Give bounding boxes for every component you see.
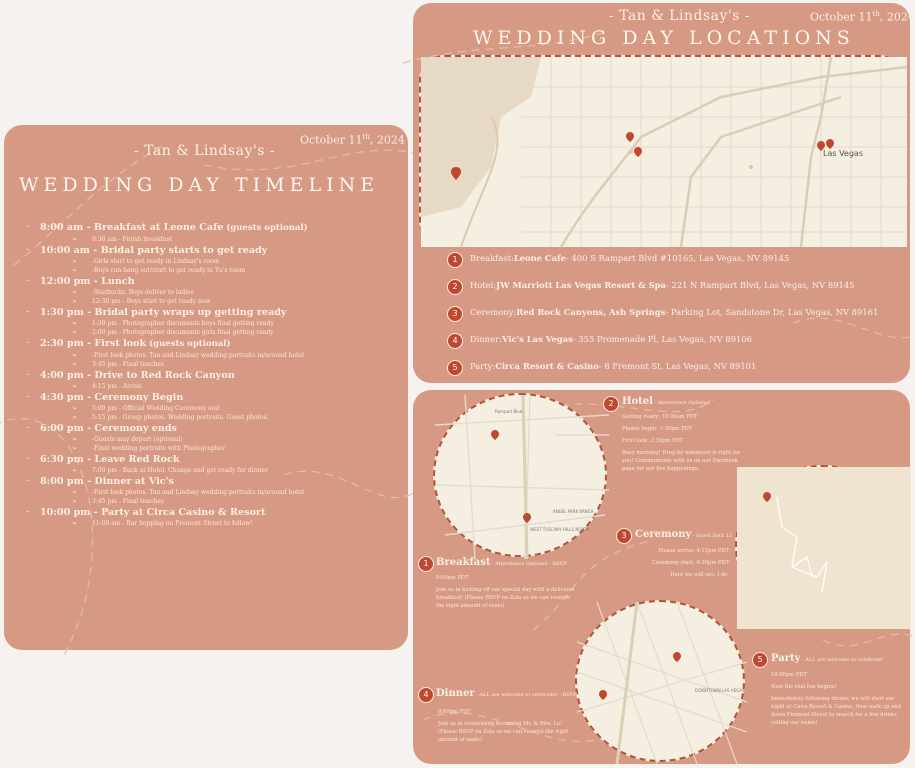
arrow-icon: ➢ <box>72 498 78 505</box>
timeline-item-heading: 2:30 pm - First look (guests optional) <box>40 338 231 349</box>
party-heading: Party - ALL are welcome to celebrate! <box>771 653 884 664</box>
timeline-panel <box>4 125 408 650</box>
timeline-subitem: ➢ 2:00 pm - Photographer documents girls final getting ready <box>72 329 274 336</box>
arrow-icon: ➢ <box>72 289 78 296</box>
locations-script-title: - Tan & Lindsay's - <box>609 8 751 24</box>
ceremony-heading: Ceremony - Guest limit 12 <box>635 529 733 540</box>
map-city-label: Las Vegas <box>823 149 863 158</box>
timeline-subitem: ➢ - Final wedding portraits with Photographer <box>72 445 225 452</box>
bullet-dash: - <box>26 476 30 486</box>
breakfast-number-badge: 1 <box>418 556 434 572</box>
location-row[interactable]: Hotel: JW Marriott Las Vegas Resort & Spa - 221 N Rampart Blvd, Las Vegas, NV 89145 <box>470 280 855 290</box>
arrow-icon: ➢ <box>72 352 78 359</box>
location-number-badge: 2 <box>447 279 463 295</box>
timeline-subitem: ➢ - First look photos. Tan and Lindsay wedding portraits in/around hotel <box>72 352 305 359</box>
arrow-icon: ➢ <box>72 320 78 327</box>
breakfast-heading: Breakfast - Attendance Optional - RSVP <box>436 557 567 568</box>
arrow-icon: ➢ <box>72 236 78 243</box>
location-number-badge: 3 <box>447 306 463 322</box>
party-number-badge: 5 <box>752 652 768 668</box>
timeline-item <box>26 453 396 466</box>
timeline-item-heading: 10:00 am - Bridal party starts to get ready <box>40 245 268 256</box>
timeline-list <box>26 221 396 528</box>
breakfast-text: 8:00am PDT Join us in kicking off our special day with a delicious breakfast! (Please RSVP on Zola so we can reserve the right amount of seats) <box>436 575 575 609</box>
timeline-item <box>26 221 396 235</box>
bullet-dash: - <box>26 307 30 317</box>
arrow-icon: ➢ <box>72 329 78 336</box>
map-pin <box>673 652 681 662</box>
svg-text:ANGEL PARK RANCH: ANGEL PARK RANCH <box>553 509 594 514</box>
bullet-dash: - <box>26 507 30 517</box>
timeline-item-heading: 6:30 pm - Leave Red Rock <box>40 454 180 465</box>
timeline-item-heading: 4:00 pm - Drive to Red Rock Canyon <box>40 370 235 381</box>
svg-text:WEST TUSCANY HILLS NORTH: WEST TUSCANY HILLS NORTH <box>530 527 590 532</box>
timeline-date: October 11th, 2024 <box>300 133 405 147</box>
dinner-number-badge: 4 <box>418 687 434 703</box>
hotel-breakfast-map[interactable] <box>433 393 607 557</box>
party-text: 10:00pm PDT Now the real fun begins! Immediately following dinner, we will start our night at Circa Resort & Casino, then walk up and down Fremont Street to search for a few drinks calling our name! <box>771 672 901 726</box>
timeline-subitem: ➢ 1:30 pm - Photographer documents boys final getting ready <box>72 320 274 327</box>
timeline-subitem: ➢ 11:00 am - Bar hopping on Fremont Street to follow! <box>72 520 253 527</box>
location-row[interactable]: Dinner: Vic's Las Vegas - 355 Promenade Pl, Las Vegas, NV 89106 <box>470 334 752 344</box>
svg-text:Rampart Blvd: Rampart Blvd <box>495 409 523 414</box>
arrow-icon: ➢ <box>72 445 78 452</box>
dinner-party-map[interactable] <box>575 600 745 762</box>
timeline-item-heading: 12:00 pm - Lunch <box>40 276 135 287</box>
timeline-subitem: ➢ - Guests may depart (optional) <box>72 436 183 443</box>
bullet-dash: - <box>26 392 30 402</box>
bullet-dash: - <box>26 423 30 433</box>
map-pin <box>491 430 499 440</box>
arrow-icon: ➢ <box>72 298 78 305</box>
timeline-subitem: ➢ - Girls start to get ready in Lindsay's room <box>72 258 220 265</box>
timeline-item <box>26 422 396 435</box>
location-number-badge: 5 <box>447 360 463 376</box>
svg-text:DOWNTOWN LAS VEGAS: DOWNTOWN LAS VEGAS <box>695 688 745 693</box>
arrow-icon: ➢ <box>72 267 78 274</box>
hotel-number-badge: 2 <box>603 396 619 412</box>
location-number-badge: 4 <box>447 333 463 349</box>
location-row[interactable]: Party: Circa Resort & Casino - 8 Fremont St, Las Vegas, NV 89101 <box>470 361 757 371</box>
timeline-item <box>26 475 396 488</box>
map-pin <box>599 690 607 700</box>
timeline-subitem: ➢ 9:30 am - Finish breakfast <box>72 236 172 243</box>
locations-panel <box>413 3 915 383</box>
timeline-item <box>26 244 396 257</box>
locations-title: WEDDING DAY LOCATIONS <box>473 27 855 49</box>
timeline-item <box>26 391 396 404</box>
arrow-icon: ➢ <box>72 361 78 368</box>
timeline-item-heading: 8:00 am - Breakfast at Leone Cafe (guests optional) <box>40 222 308 233</box>
bullet-dash: - <box>26 454 30 464</box>
timeline-item-heading: 6:00 pm - Ceremony ends <box>40 423 177 434</box>
timeline-subitem: ➢ 7:00 pm - Back at Hotel. Change and get ready for dinner <box>72 467 268 474</box>
timeline-subitem: ➢ 4:15 pm - Arrive <box>72 383 142 390</box>
location-row[interactable]: Ceremony: Red Rock Canyons, Ash Springs - Parking Lot, Sandstone Dr, Las Vegas, NV 89161 <box>470 307 879 317</box>
dinner-text: 8:00pm PDT Join us in celebrating becoming Mr. & Mrs. Le! (Please RSVP on Zola so we can reserve the right amount of seats) <box>438 709 569 743</box>
arrow-icon: ➢ <box>72 405 78 412</box>
timeline-item-heading: 10:00 pm - Party at Circa Casino & Resort <box>40 507 266 518</box>
timeline-subitem: ➢ - Boys can hang out/start to get ready in Tu's room <box>72 267 246 274</box>
timeline-item <box>26 337 396 351</box>
hotel-heading: Hotel - Attendance Optional <box>622 396 710 407</box>
bullet-dash: - <box>26 222 30 232</box>
timeline-item <box>26 369 396 382</box>
locations-date: October 11th, 2024 <box>810 10 915 24</box>
ceremony-number-badge: 3 <box>616 528 632 544</box>
bullet-dash: - <box>26 245 30 255</box>
arrow-icon: ➢ <box>72 489 78 496</box>
ceremony-text: Please arrive: 4:15pm PDT Ceremony start: 4:30pm PDT Here we will say: I do. <box>652 548 729 578</box>
bullet-dash: - <box>26 370 30 380</box>
bullet-dash: - <box>26 338 30 348</box>
arrow-icon: ➢ <box>72 436 78 443</box>
arrow-icon: ➢ <box>72 520 78 527</box>
map-roads <box>421 57 907 247</box>
timeline-script-title: - Tan & Lindsay's - <box>134 143 276 159</box>
timeline-title: WEDDING DAY TIMELINE <box>19 174 380 196</box>
timeline-subitem: ➢ 12:30 pm - Boys start to get ready now <box>72 298 211 305</box>
timeline-subitem: ➢ 5:00 pm - Official Wedding Ceremony end <box>72 405 220 412</box>
arrow-icon: ➢ <box>72 383 78 390</box>
las-vegas-map[interactable] <box>419 55 905 245</box>
arrow-icon: ➢ <box>72 258 78 265</box>
ceremony-map[interactable] <box>735 465 909 627</box>
timeline-item <box>26 275 396 288</box>
map-roads <box>435 395 609 559</box>
timeline-item <box>26 306 396 319</box>
arrow-icon: ➢ <box>72 414 78 421</box>
location-number-badge: 1 <box>447 252 463 268</box>
timeline-subitem: ➢ 3:45 pm - Final touches <box>72 498 164 505</box>
map-pin <box>523 513 531 523</box>
map-roads <box>577 602 747 764</box>
hotel-text: Getting ready: 10:00am PDT Photos begin: 1:30pm PDT First look: 2:30pm PDT Busy morning! Drop by whenever is right for you! Communicate with us on our Facebook page for our live happenings. <box>622 414 741 472</box>
timeline-item-heading: 1:30 pm - Bridal party wraps up getting ready <box>40 307 287 318</box>
timeline-item <box>26 506 396 519</box>
arrow-icon: ➢ <box>72 467 78 474</box>
dinner-heading: Dinner - ALL are welcome to celebrate! - RSVP <box>436 688 577 699</box>
timeline-subitem: ➢ 3:45 pm - Final touches <box>72 361 164 368</box>
bullet-dash: - <box>26 276 30 286</box>
timeline-subitem: ➢ - First look photos. Tan and Lindsay wedding portraits in/around hotel <box>72 489 305 496</box>
timeline-item-heading: 8:00 pm - Dinner at Vic's <box>40 476 174 487</box>
timeline-subitem: ➢ - Starbucks. Boys deliver to ladies <box>72 289 194 296</box>
map-roads <box>737 467 911 629</box>
timeline-item-heading: 4:30 pm - Ceremony Begin <box>40 392 184 403</box>
location-row[interactable]: Breakfast: Leone Cafe - 400 S Rampart Blvd #10165, Las Vegas, NV 89145 <box>470 253 790 263</box>
details-panel <box>413 390 910 764</box>
timeline-subitem: ➢ 5:15 pm - Group photos. Wedding portraits. Guest photos. <box>72 414 269 421</box>
